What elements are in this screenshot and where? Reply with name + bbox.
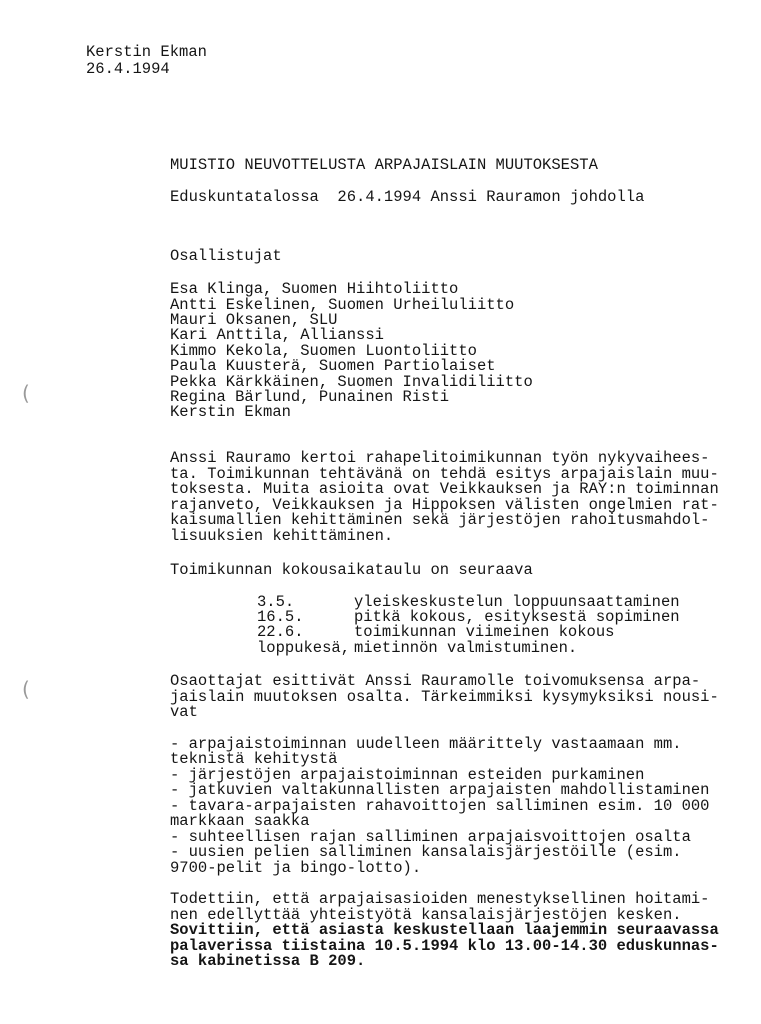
text-line: nen edellyttää yhteistyötä kansalaisjärjestöjen kesken. xyxy=(170,906,682,924)
text-line: toksesta. Muita asioita ovat Veikkauksen ja RAY:n toiminnan xyxy=(170,480,719,498)
text-line-bold: sa kabinetissa B 209. xyxy=(170,952,366,970)
text-line: kaisumallien kehittäminen sekä järjestöjen rahoitusmahdol- xyxy=(170,511,710,529)
text-line-bold: Sovittiin, että asiasta keskustellaan laajemmin seuraavassa xyxy=(170,921,719,939)
memo-title: MUISTIO NEUVOTTELUSTA ARPAJAISLAIN MUUTOKSESTA xyxy=(170,156,598,174)
list-item: markkaan saakka xyxy=(170,812,310,830)
participant: Mauri Oksanen, SLU xyxy=(170,311,338,329)
list-item: 9700-pelit ja bingo-lotto). xyxy=(170,859,422,877)
list-item: - jatkuvien valtakunnallisten arpajaisten mahdollistaminen xyxy=(170,781,710,799)
schedule-date: 22.6. xyxy=(257,623,304,641)
schedule-date: loppukesä, xyxy=(257,639,351,657)
schedule-text: pitkä kokous, esityksestä sopiminen xyxy=(354,608,680,626)
participant: Kari Anttila, Allianssi xyxy=(170,326,384,344)
text-line: vat xyxy=(170,703,198,721)
hole-punch-mark: ( xyxy=(22,677,30,701)
participants-heading: Osallistujat xyxy=(170,247,282,265)
author: Kerstin Ekman xyxy=(86,43,207,61)
list-item: teknistä kehitystä xyxy=(170,750,338,768)
participant: Kerstin Ekman xyxy=(170,403,291,421)
text-line-bold: palaverissa tiistaina 10.5.1994 klo 13.00-14.30 eduskunnas- xyxy=(170,937,719,955)
text-line: ta. Toimikunnan tehtävänä on tehdä esitys arpajaislain muu- xyxy=(170,465,719,483)
list-item: - arpajaistoiminnan uudelleen määrittely vastaamaan mm. xyxy=(170,735,682,753)
schedule-intro: Toimikunnan kokousaikataulu on seuraava xyxy=(170,561,533,579)
participant: Pekka Kärkkäinen, Suomen Invalidiliitto xyxy=(170,373,533,391)
hole-punch-mark: ( xyxy=(22,381,30,405)
schedule-text: yleiskeskustelun loppuunsaattaminen xyxy=(354,593,680,611)
list-item: - tavara-arpajaisten rahavoittojen salliminen esim. 10 000 xyxy=(170,797,710,815)
text-line: Anssi Rauramo kertoi rahapelitoimikunnan työn nykyvaihees- xyxy=(170,449,710,467)
list-item: - uusien pelien salliminen kansalaisjärjestöille (esim. xyxy=(170,843,682,861)
text-line: Osaottajat esittivät Anssi Rauramolle toivomuksensa arpa- xyxy=(170,672,701,690)
text-line: Todettiin, että arpajaisasioiden menestyksellinen hoitami- xyxy=(170,890,710,908)
schedule-text: toimikunnan viimeinen kokous xyxy=(354,623,615,641)
location-line: Eduskuntatalossa 26.4.1994 Anssi Rauramon johdolla xyxy=(170,188,645,206)
list-item: - suhteellisen rajan salliminen arpajaisvoittojen osalta xyxy=(170,828,691,846)
schedule-date: 16.5. xyxy=(257,608,304,626)
participant: Paula Kuusterä, Suomen Partiolaiset xyxy=(170,357,496,375)
participant: Esa Klinga, Suomen Hiihtoliitto xyxy=(170,280,459,298)
participant: Regina Bärlund, Punainen Risti xyxy=(170,388,450,406)
text-line: rajanveto, Veikkauksen ja Hippoksen välisten ongelmien rat- xyxy=(170,496,719,514)
participant: Kimmo Kekola, Suomen Luontoliitto xyxy=(170,342,477,360)
text-line: jaislain muutoksen osalta. Tärkeimmiksi kysymyksiksi nousi- xyxy=(170,688,719,706)
participant: Antti Eskelinen, Suomen Urheiluliitto xyxy=(170,296,515,314)
text-line: lisuuksien kehittäminen. xyxy=(170,527,394,545)
list-item: - järjestöjen arpajaistoiminnan esteiden purkaminen xyxy=(170,766,645,784)
schedule-text: mietinnön valmistuminen. xyxy=(354,639,578,657)
date: 26.4.1994 xyxy=(86,60,170,78)
schedule-date: 3.5. xyxy=(257,593,295,611)
